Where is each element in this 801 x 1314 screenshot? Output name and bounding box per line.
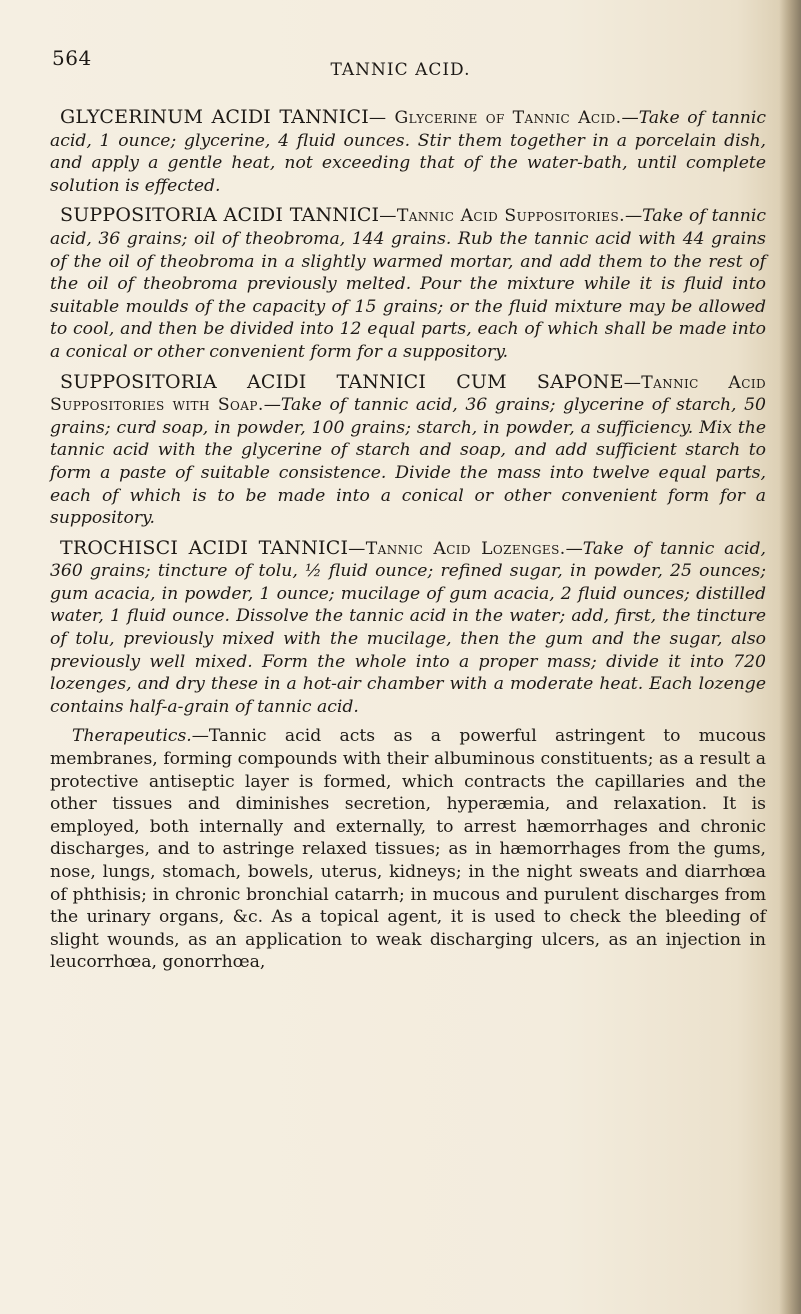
entry-recipe: —Take of tannic acid, 1 ounce; glycerine, 4 fluid ounces. Stir them together in a porcelain dish, and apply a gentle heat, not exceeding that of the water-bath, until complete solution is effected. <box>50 108 766 196</box>
therapeutics-text: —Tannic acid acts as a powerful astringent to mucous membranes, forming compounds with their albuminous constituents; as a result a protective antiseptic layer is formed, which contracts the capillaries and the other tissues and diminishes secretion, hyperæmia, and relaxation. It is employed, both internally and externally, to arrest hæmorrhages and chronic discharges, and to astringe relaxed tissues; as in hæmorrhages from the gums, nose, lungs, stomach, bowels, uterus, kidneys; in the night sweats and diarrhœa of phthisis; in chronic bronchial catarrh; in mucous and purulent discharges from the urinary organs, &c. As a topical agent, it is used to check the bleeding of slight wounds, as an application to weak discharging ulcers, as an injection in leucorrhœa, gonorrhœa, <box>50 726 766 973</box>
therapeutics-paragraph <box>50 725 766 974</box>
entry-recipe: —Take of tannic acid, 36 grains; oil of theobroma, 144 grains. Rub the tannic acid with 44 grains of the oil of theobroma in a slightly warmed mortar, and add them to the rest of the oil of theobroma previously melted. Pour the mixture while it is fluid into suitable moulds of the capacity of 15 grains; or the fluid mixture may be allowed to cool, and then be divided into 12 equal parts, each of which shall be made into a conical or other convenient form for a suppository. <box>50 206 766 362</box>
entry-english-name: —Tannic Acid Lozenges. <box>348 538 566 559</box>
entry-trochisci <box>50 537 766 719</box>
entry-suppositoria-cum-sapone <box>50 371 766 530</box>
page-number: 564 <box>52 46 92 70</box>
page-body <box>50 106 766 974</box>
entry-title: GLYCERINUM ACIDI TANNICI <box>60 106 369 128</box>
running-head: TANNIC ACID. <box>330 60 471 80</box>
entry-title: TROCHISCI ACIDI TANNICI <box>60 536 349 559</box>
entry-glycerinum <box>50 106 766 197</box>
entry-recipe: —Take of tannic acid, 36 grains; glycerine of starch, 50 grains; curd soap, in powder, 100 grains; starch, in powder, a sufficiency. Mix the tannic acid with the glycerine of starch and soap, and add sufficient starch to form a paste of suitable consistence. Divide the mass into twelve equal parts, each of which is to be made into a conical or other convenient form for a suppository. <box>50 395 766 529</box>
entry-english-name: — Glycerine of Tannic Acid. <box>368 108 622 128</box>
entry-suppositoria <box>50 204 766 363</box>
entry-title: SUPPOSITORIA ACIDI TANNICI CUM SAPONE <box>60 370 624 393</box>
entry-title: SUPPOSITORIA ACIDI TANNICI <box>60 204 380 227</box>
page-binding-shadow <box>779 0 801 1314</box>
therapeutics-heading: Therapeutics. <box>72 726 192 747</box>
entry-english-name: —Tannic Acid Suppositories. <box>379 206 625 227</box>
entry-recipe: —Take of tannic acid, 360 grains; tincture of tolu, ½ fluid ounce; refined sugar, in powder, 25 ounces; gum acacia, in powder, 1 ounce; mucilage of gum acacia, 2 fluid ounces; distilled water, 1 fluid ounce. Dissolve the tannic acid in the water; add, first, the tincture of tolu, previously mixed with the mucilage, then the gum and the sugar, also previously well mixed. Form the whole into a proper mass; divide it into 720 lozenges, and dry these in a hot-air chamber with a moderate heat. Each lozenge contains half-a-grain of tannic acid. <box>50 538 766 717</box>
entry-english-name: —Tannic Acid Suppositories with Soap. <box>50 372 766 416</box>
